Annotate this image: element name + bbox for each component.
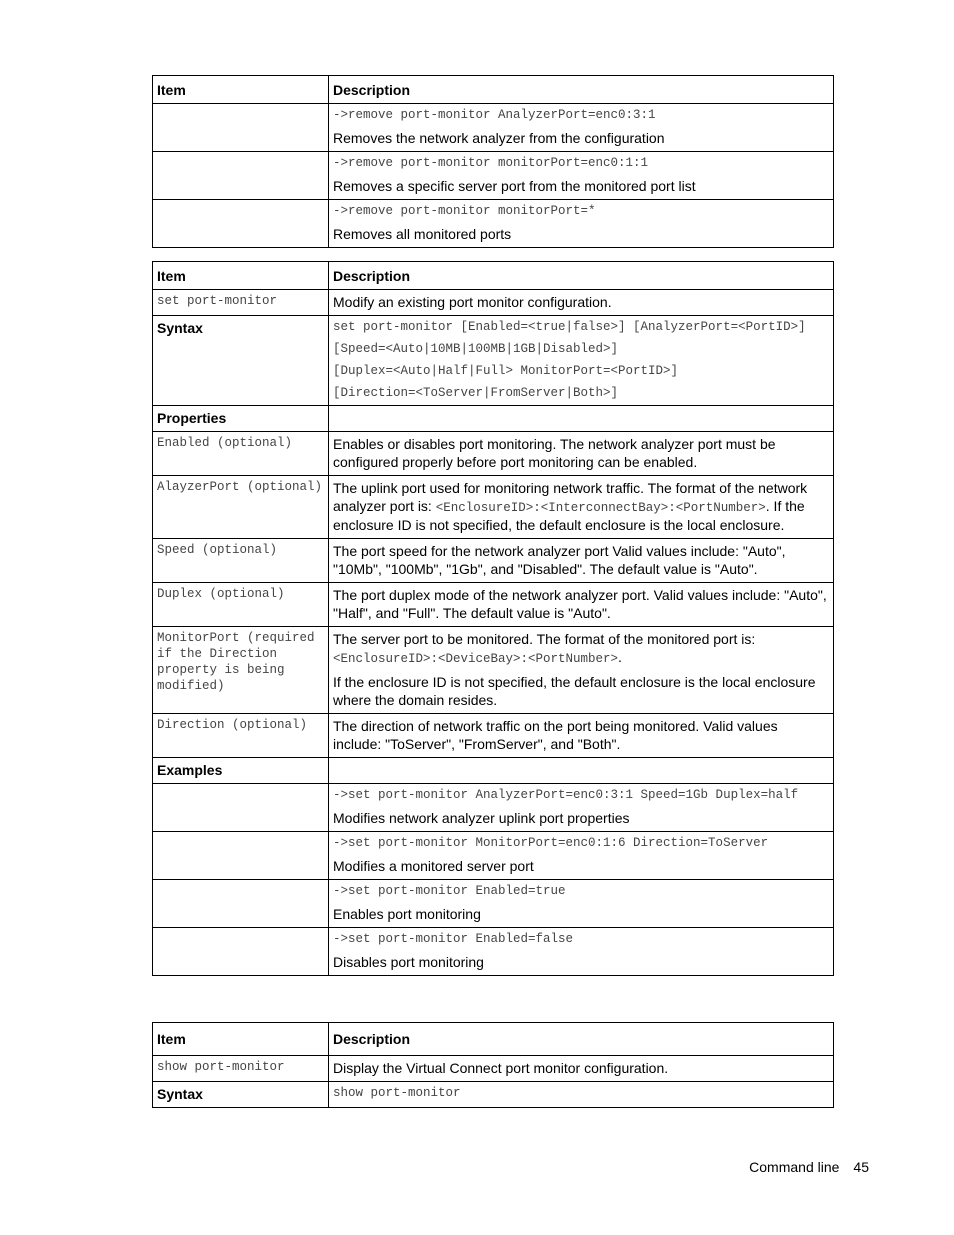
command-description: Modify an existing port monitor configuration. bbox=[329, 290, 834, 316]
property-description: The port speed for the network analyzer port Valid values include: "Auto", "10Mb", "100Mb", "1Gb", and "Disabled". The default value is "Auto". bbox=[329, 539, 834, 583]
command-name: set port-monitor bbox=[153, 290, 329, 316]
description-column-header: Description bbox=[329, 1023, 834, 1056]
table-header-row bbox=[153, 76, 834, 104]
table-row bbox=[153, 104, 834, 152]
example-description: Modifies network analyzer uplink port properties bbox=[333, 810, 630, 826]
example-description: Removes the network analyzer from the configuration bbox=[333, 130, 665, 146]
property-description: The port duplex mode of the network analyzer port. Valid values include: "Auto", "Half", and "Full". The default value is "Auto". bbox=[329, 583, 834, 627]
example-command: ->remove port-monitor monitorPort=enc0:1:1 bbox=[333, 156, 649, 170]
property-name: MonitorPort (required if the Direction property is being modified) bbox=[153, 627, 329, 714]
syntax-row bbox=[153, 316, 834, 406]
example-row bbox=[153, 832, 834, 880]
example-description: Removes all monitored ports bbox=[333, 226, 512, 242]
syntax-line: [Speed=<Auto|10MB|100MB|1GB|Disabled>] bbox=[333, 342, 619, 356]
property-name: Direction (optional) bbox=[153, 714, 329, 758]
port-format-code: <EnclosureID>:<InterconnectBay>:<PortNumber> bbox=[435, 501, 766, 515]
item-column-header: Item bbox=[153, 76, 329, 104]
property-description: Enables or disables port monitoring. The network analyzer port must be configured properly before port monitoring can be enabled. bbox=[329, 432, 834, 476]
page-number: 45 bbox=[853, 1159, 869, 1175]
example-command: ->set port-monitor Enabled=true bbox=[333, 884, 566, 898]
example-command: ->set port-monitor Enabled=false bbox=[333, 932, 574, 946]
syntax-line: [Direction=<ToServer|FromServer|Both>] bbox=[333, 386, 619, 400]
table-row bbox=[153, 152, 834, 200]
section-name: Command line bbox=[749, 1159, 840, 1175]
example-row bbox=[153, 928, 834, 976]
example-command: ->remove port-monitor monitorPort=* bbox=[333, 204, 596, 218]
example-command: ->set port-monitor AnalyzerPort=enc0:3:1 Speed=1Gb Duplex=half bbox=[333, 788, 799, 802]
command-description: Display the Virtual Connect port monitor configuration. bbox=[329, 1056, 834, 1082]
properties-label: Properties bbox=[153, 406, 329, 432]
syntax-line: set port-monitor [Enabled=<true|false>] [AnalyzerPort=<PortID>] bbox=[333, 320, 806, 334]
syntax-label: Syntax bbox=[153, 316, 329, 406]
property-description: The uplink port used for monitoring network traffic. The format of the network analyzer port is: <EnclosureID>:<InterconnectBay>:<PortNumber>. If the enclosure ID is not specified, the default enclosure is the local enclosure. bbox=[329, 476, 834, 539]
property-row bbox=[153, 627, 834, 714]
show-port-monitor-table bbox=[152, 1022, 834, 1108]
property-row bbox=[153, 714, 834, 758]
property-description: The direction of network traffic on the port being monitored. Valid values include: "ToServer", "FromServer", and "Both". bbox=[329, 714, 834, 758]
command-row bbox=[153, 1056, 834, 1082]
syntax-line: [Duplex=<Auto|Half|Full> MonitorPort=<PortID>] bbox=[333, 364, 679, 378]
property-row bbox=[153, 476, 834, 539]
page-footer bbox=[749, 1159, 869, 1175]
example-row bbox=[153, 784, 834, 832]
example-description: Enables port monitoring bbox=[333, 906, 481, 922]
command-row bbox=[153, 290, 834, 316]
set-port-monitor-table bbox=[152, 261, 834, 976]
item-column-header: Item bbox=[153, 1023, 329, 1056]
example-description: Removes a specific server port from the monitored port list bbox=[333, 178, 696, 194]
example-description: Modifies a monitored server port bbox=[333, 858, 534, 874]
property-name: Duplex (optional) bbox=[153, 583, 329, 627]
example-row bbox=[153, 880, 834, 928]
property-name: Enabled (optional) bbox=[153, 432, 329, 476]
syntax-label: Syntax bbox=[153, 1082, 329, 1108]
syntax-code: show port-monitor bbox=[329, 1082, 834, 1108]
property-description: The server port to be monitored. The format of the monitored port is: <EnclosureID>:<DeviceBay>:<PortNumber>. If the enclosure ID is not specified, the default enclosure is the local enclosure where the domain resides. bbox=[329, 627, 834, 714]
example-description: Disables port monitoring bbox=[333, 954, 484, 970]
property-name: Speed (optional) bbox=[153, 539, 329, 583]
example-command: ->set port-monitor MonitorPort=enc0:1:6 Direction=ToServer bbox=[333, 836, 769, 850]
description-column-header: Description bbox=[329, 76, 834, 104]
description-column-header: Description bbox=[329, 262, 834, 290]
examples-label-row bbox=[153, 758, 834, 784]
port-format-code: <EnclosureID>:<DeviceBay>:<PortNumber> bbox=[333, 652, 619, 666]
remove-port-monitor-examples-table bbox=[152, 75, 834, 248]
property-row bbox=[153, 432, 834, 476]
item-column-header: Item bbox=[153, 262, 329, 290]
properties-label-row bbox=[153, 406, 834, 432]
examples-label: Examples bbox=[153, 758, 329, 784]
property-row bbox=[153, 539, 834, 583]
table-header-row bbox=[153, 1023, 834, 1056]
table-row bbox=[153, 200, 834, 248]
command-name: show port-monitor bbox=[153, 1056, 329, 1082]
example-command: ->remove port-monitor AnalyzerPort=enc0:3:1 bbox=[333, 108, 656, 122]
table-header-row bbox=[153, 262, 834, 290]
property-name: AlayzerPort (optional) bbox=[153, 476, 329, 539]
syntax-row bbox=[153, 1082, 834, 1108]
property-row bbox=[153, 583, 834, 627]
